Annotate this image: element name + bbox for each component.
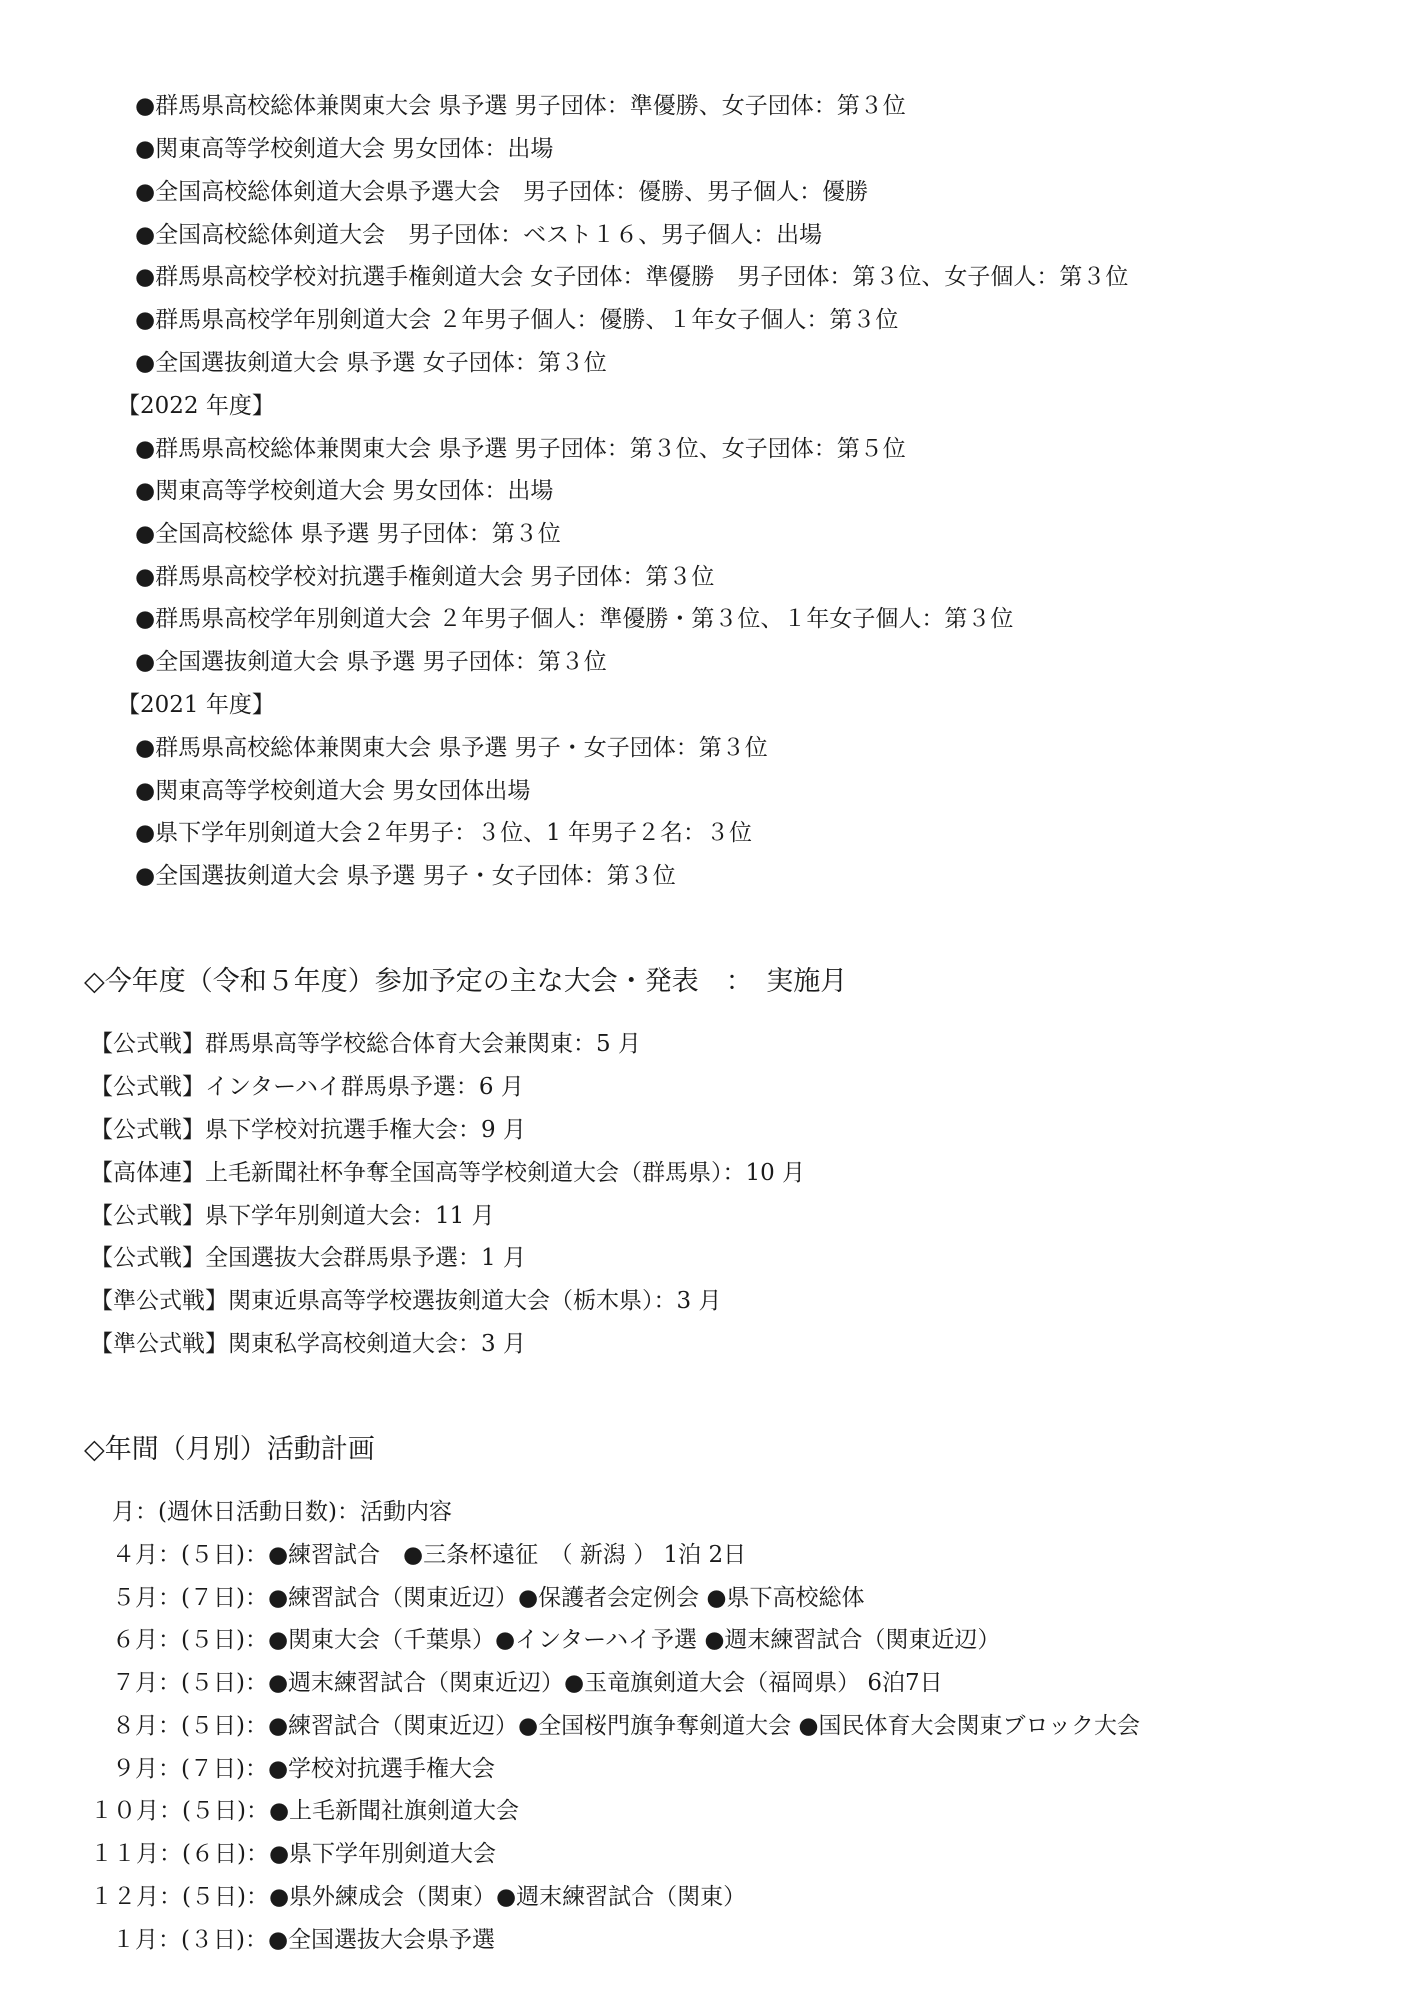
result-item: ●全国高校総体剣道大会 男子団体：ベスト１６、男子個人：出場 bbox=[135, 222, 823, 248]
plan-row: １月：(３日)：●全国選抜大会県予選 bbox=[112, 1927, 496, 1953]
result-item: ●群馬県高校総体兼関東大会 県予選 男子団体：第３位、女子団体：第５位 bbox=[135, 436, 906, 462]
plan-row: ４月：(５日)：●練習試合 ●三条杯遠征 （ 新潟 ） 1泊 2日 bbox=[112, 1542, 747, 1568]
result-item: ●全国高校総体 県予選 男子団体：第３位 bbox=[135, 521, 561, 547]
tournaments-heading: ◇今年度（令和５年度）参加予定の主な大会・発表 ： 実施月 bbox=[84, 966, 848, 997]
result-item: ●全国選抜剣道大会 県予選 女子団体：第３位 bbox=[135, 350, 607, 376]
tournament-item: 【準公式戦】関東近県高等学校選抜剣道大会（栃木県）：3 月 bbox=[90, 1288, 722, 1314]
plan-row: １１月：(６日)：●県下学年別剣道大会 bbox=[90, 1841, 497, 1867]
result-item: ●関東高等学校剣道大会 男女団体出場 bbox=[135, 778, 531, 804]
year-label-2021: 【2021 年度】 bbox=[117, 692, 275, 718]
result-item: ●県下学年別剣道大会２年男子：３位、1 年男子２名：３位 bbox=[135, 820, 753, 846]
result-item: ●関東高等学校剣道大会 男女団体：出場 bbox=[135, 136, 554, 162]
plan-row: ７月：(５日)：●週末練習試合（関東近辺）●玉竜旗剣道大会（福岡県） 6泊7日 bbox=[112, 1670, 943, 1696]
result-item: ●群馬県高校総体兼関東大会 県予選 男子・女子団体：第３位 bbox=[135, 735, 768, 761]
tournament-item: 【公式戦】県下学年別剣道大会：11 月 bbox=[90, 1203, 495, 1229]
result-item: ●群馬県高校総体兼関東大会 県予選 男子団体：準優勝、女子団体：第３位 bbox=[135, 93, 906, 119]
plan-row: １０月：(５日)：●上毛新聞社旗剣道大会 bbox=[90, 1798, 520, 1824]
tournament-item: 【公式戦】全国選抜大会群馬県予選：1 月 bbox=[90, 1245, 526, 1271]
year-label-2022: 【2022 年度】 bbox=[117, 393, 275, 419]
tournament-item: 【公式戦】県下学校対抗選手権大会：9 月 bbox=[90, 1117, 526, 1143]
result-item: ●全国選抜剣道大会 県予選 男子・女子団体：第３位 bbox=[135, 863, 676, 889]
plan-row: １２月：(５日)：●県外練成会（関東）●週末練習試合（関東） bbox=[90, 1884, 747, 1910]
tournament-item: 【公式戦】群馬県高等学校総合体育大会兼関東：5 月 bbox=[90, 1031, 641, 1057]
result-item: ●関東高等学校剣道大会 男女団体：出場 bbox=[135, 478, 554, 504]
plan-header: 月：(週休日活動日数)：活動内容 bbox=[112, 1499, 452, 1525]
result-item: ●群馬県高校学年別剣道大会 ２年男子個人：準優勝・第３位、１年女子個人：第３位 bbox=[135, 606, 1014, 632]
tournament-item: 【準公式戦】関東私学高校剣道大会：3 月 bbox=[90, 1331, 526, 1357]
result-item: ●群馬県高校学校対抗選手権剣道大会 男子団体：第３位 bbox=[135, 564, 715, 590]
result-item: ●群馬県高校学校対抗選手権剣道大会 女子団体：準優勝 男子団体：第３位、女子個人：第３位 bbox=[135, 264, 1129, 290]
result-item: ●全国高校総体剣道大会県予選大会 男子団体：優勝、男子個人：優勝 bbox=[135, 179, 869, 205]
result-item: ●群馬県高校学年別剣道大会 ２年男子個人：優勝、１年女子個人：第３位 bbox=[135, 307, 899, 333]
plan-heading: ◇年間（月別）活動計画 bbox=[84, 1434, 375, 1465]
plan-row: ５月：(７日)：●練習試合（関東近辺）●保護者会定例会 ●県下高校総体 bbox=[112, 1585, 865, 1611]
plan-row: ９月：(７日)：●学校対抗選手権大会 bbox=[112, 1756, 496, 1782]
plan-row: ６月：(５日)：●関東大会（千葉県）●インターハイ予選 ●週末練習試合（関東近辺） bbox=[112, 1627, 1001, 1653]
tournament-item: 【高体連】上毛新聞社杯争奪全国高等学校剣道大会（群馬県）：10 月 bbox=[90, 1160, 806, 1186]
plan-row: ８月：(５日)：●練習試合（関東近辺）●全国桜門旗争奪剣道大会 ●国民体育大会関東ブロック大会 bbox=[112, 1713, 1141, 1739]
tournament-item: 【公式戦】インターハイ群馬県予選：6 月 bbox=[90, 1074, 524, 1100]
result-item: ●全国選抜剣道大会 県予選 男子団体：第３位 bbox=[135, 649, 607, 675]
